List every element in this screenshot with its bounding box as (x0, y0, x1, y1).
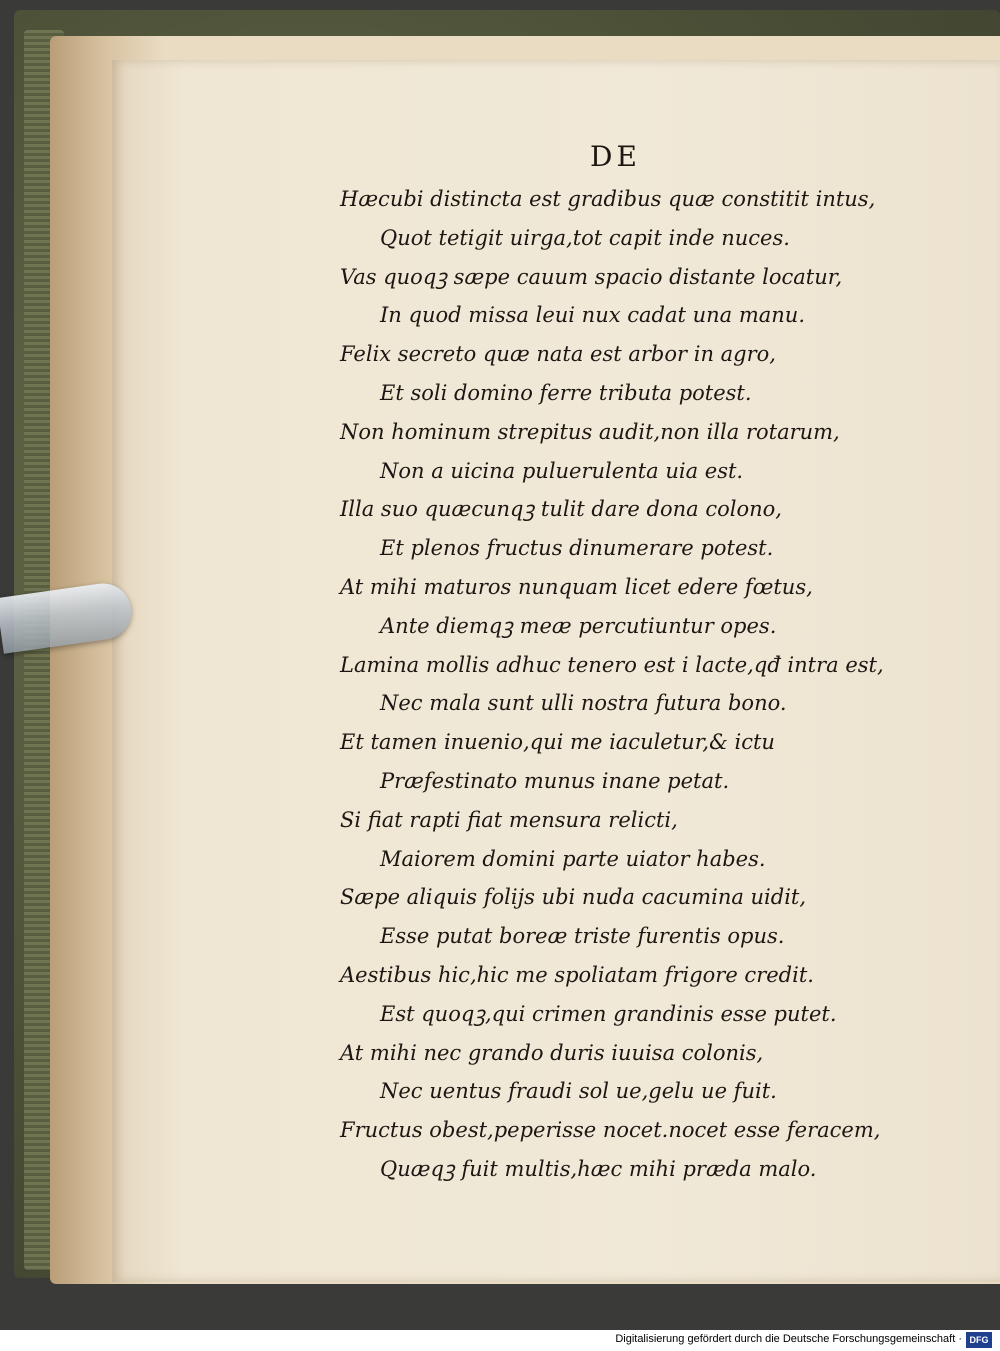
verse-line: Sæpe aliquis folijs ubi nuda cacumina uidit, (340, 885, 807, 910)
verse-line: Esse putat boreæ triste furentis opus. (380, 924, 785, 949)
verse-line: Si fiat rapti fiat mensura relicti, (340, 807, 678, 832)
verse-line: Lamina mollis adhuc tenero est i lacte,qđ intra est, (340, 652, 884, 677)
verse-line: Illa suo quæcunqꝫ tulit dare dona colono, (340, 497, 782, 522)
footer-credit: Digitalisierung gefördert durch die Deutsche Forschungsgemeinschaft · (615, 1333, 962, 1345)
verse-line: Et plenos fructus dinumerare potest. (380, 536, 774, 561)
verse-line: Aestibus hic,hic me spoliatam frigore credit. (340, 962, 814, 987)
verse-line: Felix secreto quæ nata est arbor in agro, (340, 342, 776, 367)
dfg-logo: DFG (966, 1332, 992, 1348)
verse-line: At mihi nec grando duris iuuisa colonis, (340, 1040, 764, 1065)
verse-line: Vas quoqꝫ sæpe cauum spacio distante locatur, (340, 264, 843, 289)
verse-list (340, 180, 940, 1189)
verse-line: At mihi maturos nunquam licet edere fœtus, (340, 574, 813, 599)
verse-line: Nec mala sunt ulli nostra futura bono. (380, 691, 787, 716)
verse-line: Fructus obest,peperisse nocet.nocet esse feracem, (340, 1118, 881, 1143)
page-text-block (340, 140, 940, 1181)
verse-line: Hæcubi distincta est gradibus quæ constitit intus, (340, 187, 876, 211)
verse-line: Et tamen inuenio,qui me iaculetur,& ictu (340, 730, 775, 755)
verse-line: Nec uentus fraudi sol ue,gelu ue fuit. (380, 1079, 777, 1104)
verse-line: Non hominum strepitus audit,non illa rotarum, (340, 419, 840, 444)
verse-line: Et soli domino ferre tributa potest. (380, 380, 752, 405)
running-head: DE (590, 140, 641, 173)
verse-line: Quot tetigit uirga,tot capit inde nuces. (380, 225, 790, 250)
verse-line: Quæqꝫ fuit multis,hæc mihi præda malo. (380, 1156, 817, 1181)
verse-line: Non a uicina puluerulenta uia est. (380, 458, 744, 483)
verse-line: Maiorem domini parte uiator habes. (380, 846, 766, 871)
verse-line: Ante diemqꝫ meæ percutiuntur opes. (380, 613, 777, 638)
verse-line: Præfestinato munus inane petat. (380, 768, 730, 793)
verse-line: In quod missa leui nux cadat una manu. (380, 303, 805, 328)
verse-line: Est quoqꝫ,qui crimen grandinis esse putet. (380, 1001, 837, 1026)
